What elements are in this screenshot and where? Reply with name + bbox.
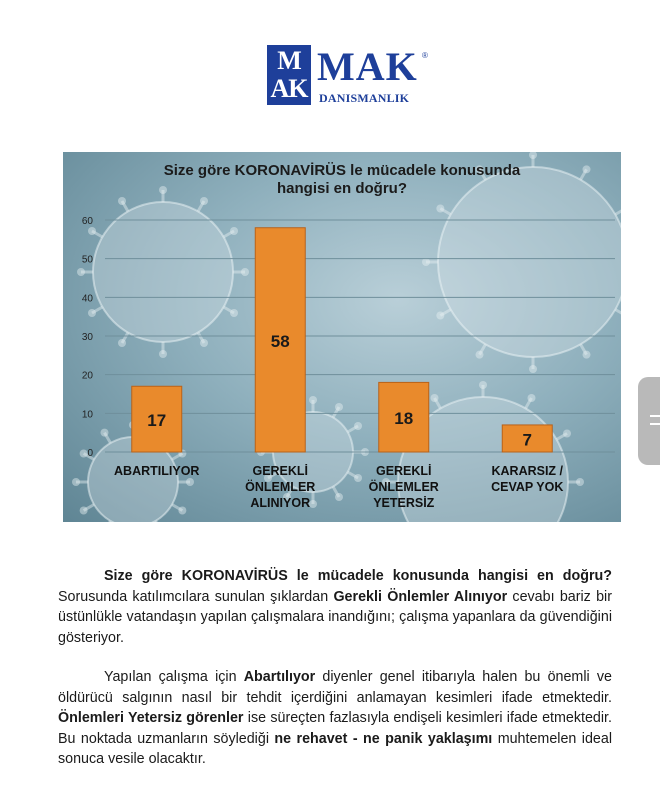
y-tick-label: 50 xyxy=(81,254,93,266)
logo-mark-line1: M xyxy=(277,46,301,75)
category-label: ÖNLEMLER xyxy=(368,480,439,494)
logo-mark-line2: AK xyxy=(270,74,308,103)
category-label: CEVAP YOK xyxy=(491,480,564,494)
chart-title-suffix: le mücadele konusunda xyxy=(346,162,521,179)
virus-decoration xyxy=(77,186,249,358)
chart-canvas xyxy=(63,152,621,522)
bar-value-label: 17 xyxy=(147,411,167,431)
paragraph-1 xyxy=(58,566,612,648)
p2-run: diyenler genel itibarıyla halen bu önemli ve öldürücü salgının nasıl bir tehdit içerdiğini anlamayan kesimleri ifade etmektedir. xyxy=(58,669,612,706)
p2-run: ise süreçten fazlasıyla endişeli kesimleri ifade etmektedir. Bu noktada uzmanların söylediği xyxy=(58,710,613,747)
category-label: GEREKLİ xyxy=(252,464,309,478)
bar-value-label: 58 xyxy=(270,331,290,351)
p2-run: muhtemelen ideal sonuca vesile olacaktır. xyxy=(58,730,612,767)
p2-run: Yapılan çalışma için xyxy=(104,669,244,685)
y-tick-label: 20 xyxy=(81,370,93,382)
y-tick-label: 60 xyxy=(81,216,93,227)
y-tick-label: 30 xyxy=(81,332,93,343)
p2-run: ne rehavet - ne panik yaklaşımı xyxy=(274,730,493,747)
p1-run: Sorusunda katılımcılara sunulan şıklardan xyxy=(58,588,334,605)
logo-mark xyxy=(267,45,311,105)
category-label: YETERSİZ xyxy=(373,496,435,510)
p2-run: Önlemleri Yetersiz görenler xyxy=(58,710,244,726)
category-label: ABARTILIYOR xyxy=(114,464,200,478)
registered-mark: ® xyxy=(422,51,428,60)
y-tick-label: 10 xyxy=(81,409,93,421)
y-tick-label: 0 xyxy=(87,448,93,459)
p1-run: Gerekli Önlemler Alınıyor xyxy=(333,588,508,605)
chart-title-highlight: KORONAVİRÜS xyxy=(234,162,347,179)
chart-title-line2: hangisi en doğru? xyxy=(277,180,407,197)
bar-value-label: 7 xyxy=(522,430,532,450)
logo-subtitle: DANISMANLIK xyxy=(319,91,410,105)
chart-title-prefix: Size göre xyxy=(163,162,235,179)
side-panel-handle[interactable] xyxy=(638,377,660,465)
category-label: ÖNLEMLER xyxy=(245,480,316,494)
logo-wordmark: MAK xyxy=(317,44,418,89)
category-label: KARARSIZ / xyxy=(491,464,564,478)
paragraph-2 xyxy=(58,667,612,770)
y-tick-label: 40 xyxy=(81,293,93,305)
company-logo xyxy=(267,45,437,111)
chart-title xyxy=(63,162,621,198)
p1-run: Size göre KORONAVİRÜS le mücadele konusunda hangisi en doğru? xyxy=(104,568,612,584)
category-label: GEREKLİ xyxy=(375,464,432,478)
bar-value-label: 18 xyxy=(394,409,414,429)
p2-run: Abartılıyor xyxy=(243,669,316,685)
category-label: ALINIYOR xyxy=(250,496,311,510)
bar-chart xyxy=(63,152,621,522)
p1-run: cevabı bariz bir üstünlükle vatandaşın yapılan çalışmalara inandığını; çalışma yapanlara da güvendiğini gösteriyor. xyxy=(58,588,612,646)
